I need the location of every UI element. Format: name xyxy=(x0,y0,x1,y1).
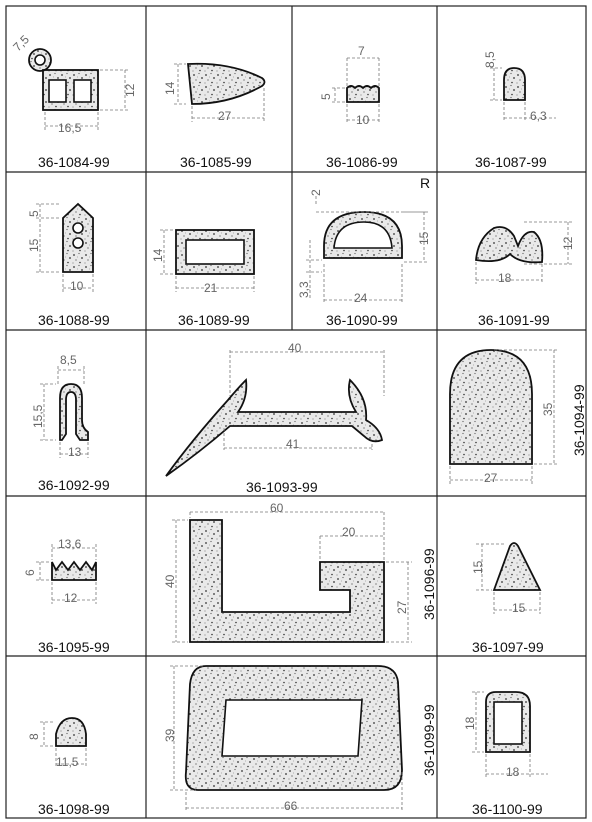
dim-label: 7 xyxy=(358,44,365,58)
dim-label: 2 xyxy=(309,189,323,196)
dim-label: 5 xyxy=(319,93,333,100)
dim-label: 15 xyxy=(512,601,526,615)
part-code: 36-1086-99 xyxy=(326,154,398,170)
dim-label: 35 xyxy=(541,402,555,416)
part-code: 36-1091-99 xyxy=(478,312,550,328)
profile-36-1099-99 xyxy=(163,666,437,813)
dim-label: 39 xyxy=(163,728,177,742)
profile-36-1094-99 xyxy=(450,350,587,485)
profile-36-1091-99 xyxy=(476,222,575,328)
dim-label: 13,6 xyxy=(58,537,82,551)
dim-label: 18 xyxy=(506,765,520,779)
dim-label: 20 xyxy=(342,525,356,539)
dim-label: 3,3 xyxy=(297,281,311,298)
dim-label: 27 xyxy=(395,600,409,614)
part-code: 36-1090-99 xyxy=(326,312,398,328)
dim-label: 15 xyxy=(417,231,431,245)
dim-label: 66 xyxy=(284,799,298,813)
part-code: 36-1100-99 xyxy=(472,801,543,817)
dim-label: 18 xyxy=(463,716,477,730)
part-code: 36-1095-99 xyxy=(38,639,110,655)
dim-label: 8 xyxy=(27,733,41,740)
part-code: 36-1092-99 xyxy=(38,477,110,493)
part-code: 36-1094-99 xyxy=(571,384,587,456)
part-code: 36-1087-99 xyxy=(475,154,547,170)
profile-36-1098-99 xyxy=(27,718,110,817)
profile-36-1100-99 xyxy=(463,692,548,817)
dim-label: 18 xyxy=(498,271,512,285)
dim-label: 60 xyxy=(270,501,284,515)
dim-label: 13 xyxy=(68,445,82,459)
part-code: 36-1088-99 xyxy=(38,312,110,328)
dim-label: 10 xyxy=(356,113,370,127)
profile-36-1092-99 xyxy=(31,353,110,493)
part-code: 36-1084-99 xyxy=(38,154,110,170)
part-code: 36-1089-99 xyxy=(178,312,250,328)
dim-label: 6,3 xyxy=(530,109,547,123)
dim-label: 5 xyxy=(27,210,41,217)
profile-36-1087-99 xyxy=(475,51,556,170)
dim-label: 7,5 xyxy=(10,32,32,55)
profile-36-1097-99 xyxy=(471,543,544,655)
dim-label: 15 xyxy=(27,238,41,252)
dim-label: 8,5 xyxy=(483,51,497,68)
part-code: 36-1093-99 xyxy=(246,479,318,495)
dim-label: 12 xyxy=(561,236,575,250)
part-mark: R xyxy=(420,175,431,191)
profile-36-1089-99 xyxy=(151,230,254,328)
part-code: 36-1096-99 xyxy=(421,548,437,620)
part-code: 36-1085-99 xyxy=(180,154,252,170)
part-code: 36-1098-99 xyxy=(38,801,110,817)
profile-36-1086-99 xyxy=(319,44,398,170)
dim-label: 21 xyxy=(204,281,218,295)
dim-label: 14 xyxy=(151,248,165,262)
profile-36-1085-99 xyxy=(163,64,265,170)
part-code: 36-1099-99 xyxy=(421,704,437,776)
dim-label: 40 xyxy=(288,341,302,355)
profile-36-1095-99 xyxy=(23,537,110,655)
dim-label: 27 xyxy=(484,471,498,485)
dim-label: 27 xyxy=(218,109,232,123)
dim-label: 41 xyxy=(286,437,300,451)
profile-36-1088-99 xyxy=(27,204,110,328)
dim-label: 6 xyxy=(23,569,37,576)
dim-label: 14 xyxy=(163,81,177,95)
dim-label: 12 xyxy=(64,591,78,605)
profile-36-1090-99 xyxy=(297,175,431,328)
profile-36-1096-99 xyxy=(163,501,437,642)
profile-36-1093-99 xyxy=(166,341,384,495)
dim-label: 12 xyxy=(123,83,137,97)
profile-36-1084-99 xyxy=(10,32,137,170)
dim-label: 11,5 xyxy=(56,755,79,769)
dim-label: 40 xyxy=(163,574,177,588)
dim-label: 24 xyxy=(354,291,368,305)
dim-label: 10 xyxy=(70,279,84,293)
part-code: 36-1097-99 xyxy=(472,639,544,655)
dim-label: 8,5 xyxy=(60,353,77,367)
dim-label: 15,5 xyxy=(31,404,45,428)
dim-label: 16,5 xyxy=(58,121,82,135)
dim-label: 15 xyxy=(471,560,485,574)
